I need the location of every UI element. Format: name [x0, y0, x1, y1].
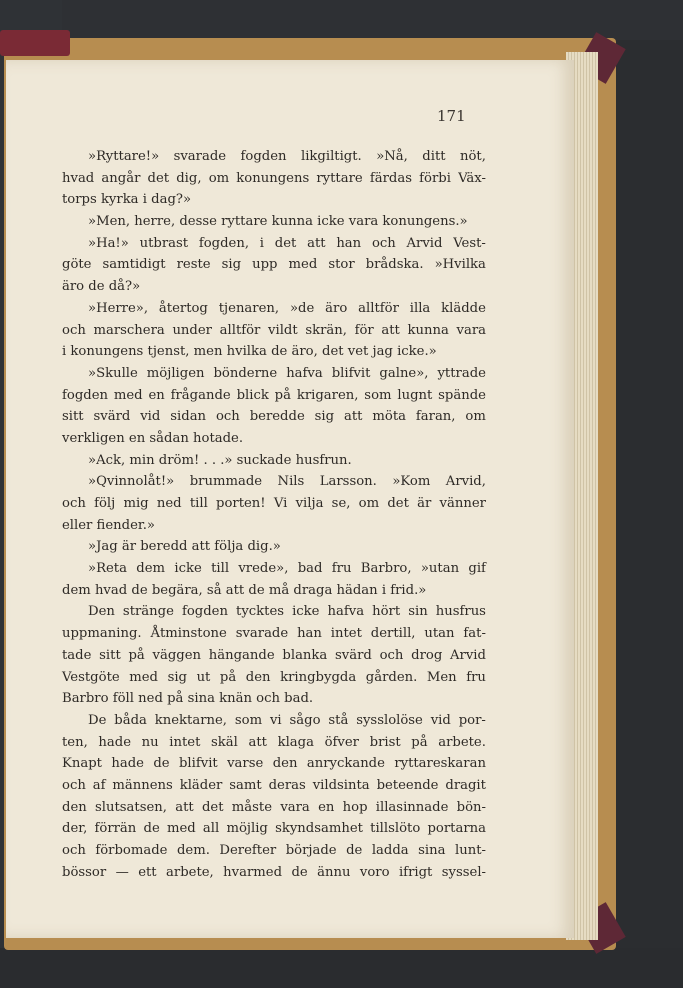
text-line: dem hvad de begära, så att de må draga hädan i frid.»	[62, 582, 427, 598]
text-line: den slutsatsen, att det måste vara en hop illasinnade bön-	[62, 799, 486, 815]
text-line: »Ha!» utbrast fogden, i det att han och Arvid Vest-	[88, 235, 486, 251]
text-line: »Qvinnolåt!» brummade Nils Larsson. »Kom Arvid,	[88, 474, 486, 490]
text-line: »Ryttare!» svarade fogden likgiltigt. »Nå, ditt nöt,	[88, 149, 486, 164]
text-line: tade sitt på väggen hängande blanka svärd och drog Arvid	[62, 647, 486, 663]
text-line: och följ mig ned till porten! Vi vilja se, om det är vänner	[62, 496, 486, 511]
text-line: äro de då?»	[62, 279, 141, 295]
text-line: Barbro föll ned på sina knän och bad.	[62, 691, 314, 707]
text-line: der, förrän de med all möjlig skyndsamhet tillslöto portarna	[62, 821, 486, 837]
text-line: sitt svärd vid sidan och beredde sig att möta faran, om	[62, 409, 486, 425]
text-line: »Jag är beredd att följa dig.»	[88, 539, 281, 555]
text-line: hvad angår det dig, om konungens ryttare färdas förbi Väx-	[62, 170, 486, 186]
text-line: »Skulle möjligen bönderne hafva blifvit galne», yttrade	[88, 365, 486, 381]
text-line: uppmaning. Åtminstone svarade han intet dertill, utan fat-	[62, 626, 486, 642]
text-line: i konungens tjenst, men hvilka de äro, det vet jag icke.»	[62, 344, 437, 360]
cover-corner-left	[0, 30, 70, 56]
text-line: fogden med en frågande blick på krigaren, som lugnt spände	[62, 387, 486, 403]
text-line: »Ack, min dröm! . . .» suckade husfrun.	[88, 452, 352, 468]
text-line: »Herre», återtog tjenaren, »de äro alltför illa klädde	[88, 300, 486, 316]
body-text	[62, 146, 486, 883]
text-line: och af männens kläder samt deras vildsinta beteende dragit	[62, 777, 486, 793]
text-line: Knapt hade de blifvit varse den anryckande ryttareskaran	[62, 756, 486, 772]
text-line: och marschera under alltför vildt skrän, för att kunna vara	[62, 322, 486, 338]
text-line: verkligen en sådan hotade.	[62, 430, 244, 446]
text-line: och förbomade dem. Derefter började de ladda sina lunt-	[62, 843, 486, 858]
text-line: göte samtidigt reste sig upp med stor brådska. »Hvilka	[62, 257, 486, 273]
page-number: 171	[437, 107, 466, 125]
text-line: Den stränge fogden tycktes icke hafva hört sin husfrus	[88, 604, 486, 620]
text-line: ten, hade nu intet skäl att klaga öfver brist på arbete.	[62, 734, 486, 750]
background-bottom	[0, 948, 683, 988]
text-line: bössor — ett arbete, hvarmed de ännu voro ifrigt syssel-	[62, 864, 486, 880]
background-top	[0, 0, 683, 40]
text-line: Vestgöte med sig ut på den kringbygda gården. Men fru	[62, 669, 486, 685]
text-line: torps kyrka i dag?»	[62, 192, 192, 208]
text-line: eller fiender.»	[62, 517, 155, 533]
text-line: »Reta dem icke till vrede», bad fru Barbro, »utan gif	[88, 561, 486, 577]
text-line: De båda knektarne, som vi sågo stå sysslolöse vid por-	[88, 712, 486, 728]
text-line: »Men, herre, desse ryttare kunna icke vara konungens.»	[88, 214, 468, 230]
